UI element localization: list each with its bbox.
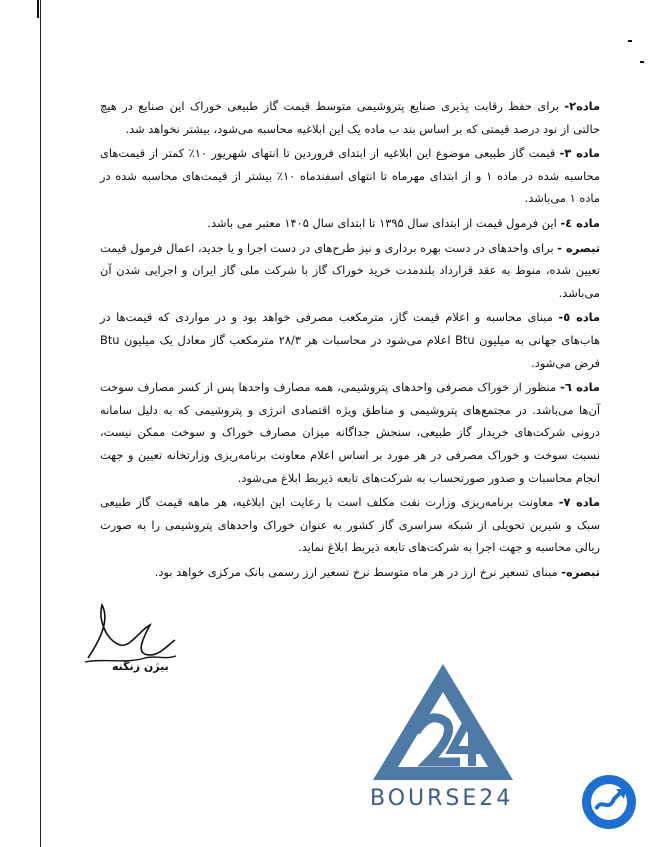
article-label: ماده ۷- <box>558 495 600 510</box>
article-label: ماده ٤- <box>560 215 600 230</box>
scan-mark <box>37 0 39 18</box>
article-text: برای حفظ رقابت پذیری صنایع پتروشیمی متوسط قیمت گاز طبیعی خوراک این صنایع در هیچ حالتی از نود درصد قیمتی که بر اساس بند ب ماده یک این ابلاغیه محاسبه می‌شود، بیشتر نخواهد شد. <box>100 99 600 136</box>
document-body <box>100 95 600 585</box>
bourse24-logo-icon <box>368 662 518 782</box>
article-text: مبنای محاسبه و اعلام قیمت گاز، مترمکعب مصرفی خواهد بود و در مواردی که قیمت‌ها در هاب‌های جهانی به میلیون Btu اعلام می‌شود در محاسبات هر ۲۸/۳ مترمکعب گاز معادل یک میلیون Btu فرض می‌شود. <box>100 310 600 370</box>
article-label: ماده ٦- <box>560 380 600 395</box>
trend-badge-icon <box>580 773 638 831</box>
paragraph-article-3 <box>100 142 600 210</box>
paragraph-article-6 <box>100 376 600 489</box>
paragraph-article-4 <box>100 212 600 235</box>
paragraph-note-1 <box>100 237 600 305</box>
article-text: منظور از خوراک مصرفی واحدهای پتروشیمی، همه مصارف واحدها پس از کسر مصارف سوخت آن‌ها می‌باشد. در مجتمع‌های پتروشیمی و مناطق ویژه اقتصادی انرژی و پتروشیمی که به دلیل سامانه درونی شرکت‌های خریدار گاز طبیعی، سنجش جداگانه میزان مصارف خوراک و سوخت ممکن نیست، نسبت سوخت و خوراک مصرفی در هر مورد بر اساس اعلام معاونت برنامه‌ریزی وزارتخانه تعیین و جهت انجام محاسبات و صدور صورتحساب به شرکت‌های تابعه ذیربط ابلاغ می‌شود. <box>100 380 600 485</box>
note-label: تبصره- <box>561 564 600 579</box>
paragraph-note-2 <box>100 561 600 584</box>
paragraph-article-7 <box>100 491 600 559</box>
article-label: ماده۲- <box>564 99 600 113</box>
paragraph-article-2 <box>100 95 600 140</box>
note-label: تبصره - <box>557 240 601 255</box>
note-text: برای واحدهای در دست بهره برداری و نیز طرح‌های در دست اجرا و یا جدید، اعمال فرمول قیمت تعیین شده، منوط به عقد قرارداد بلندمدت خرید خوراک گاز با شرکت ملی گاز ایران و اجرایی شدن آن می‌باشد. <box>100 240 600 300</box>
article-label: ماده ۳- <box>559 146 600 161</box>
article-text: قیمت گاز طبیعی موضوع این ابلاغیه از ابتدای فروردین تا انتهای شهریور ۱۰٪ کمتر از قیمت‌های محاسبه شده در ماده ۱ و از ابتدای مهرماه تا انتهای اسفندماه ۱۰٪ بیشتر از قیمت‌های محاسبه شده در ماده ۱ می‌باشد. <box>100 146 600 206</box>
page-margin-line <box>40 0 41 847</box>
paragraph-article-5 <box>100 306 600 374</box>
note-text: مبنای تسعیر نرخ ارز در هر ماه متوسط نرخ تسعیر ارز رسمی بانک مرکزی خواهد بود. <box>154 564 562 579</box>
brand-watermark: BOURSE24 <box>370 786 514 811</box>
article-text: معاونت برنامه‌ریزی وزارت نفت مکلف است با رعایت این ابلاغیه، هر ماهه قیمت گاز طبیعی سبک و شیرین تحویلی از شبکه سراسری گاز کشور به عنوان خوراک واحدهای پتروشیمی را به صورت ریالی محاسبه و جهت اجرا به شرکت‌های تابعه ذیربط ابلاغ نماید. <box>100 495 600 555</box>
article-label: ماده ٥- <box>558 310 600 325</box>
article-text: این فرمول قیمت از ابتدای سال ۱۳۹۵ تا ابتدای سال ۱۴۰۵ معتبر می باشد. <box>207 215 561 230</box>
signatory-name: بیژن زنگنه <box>112 660 169 673</box>
